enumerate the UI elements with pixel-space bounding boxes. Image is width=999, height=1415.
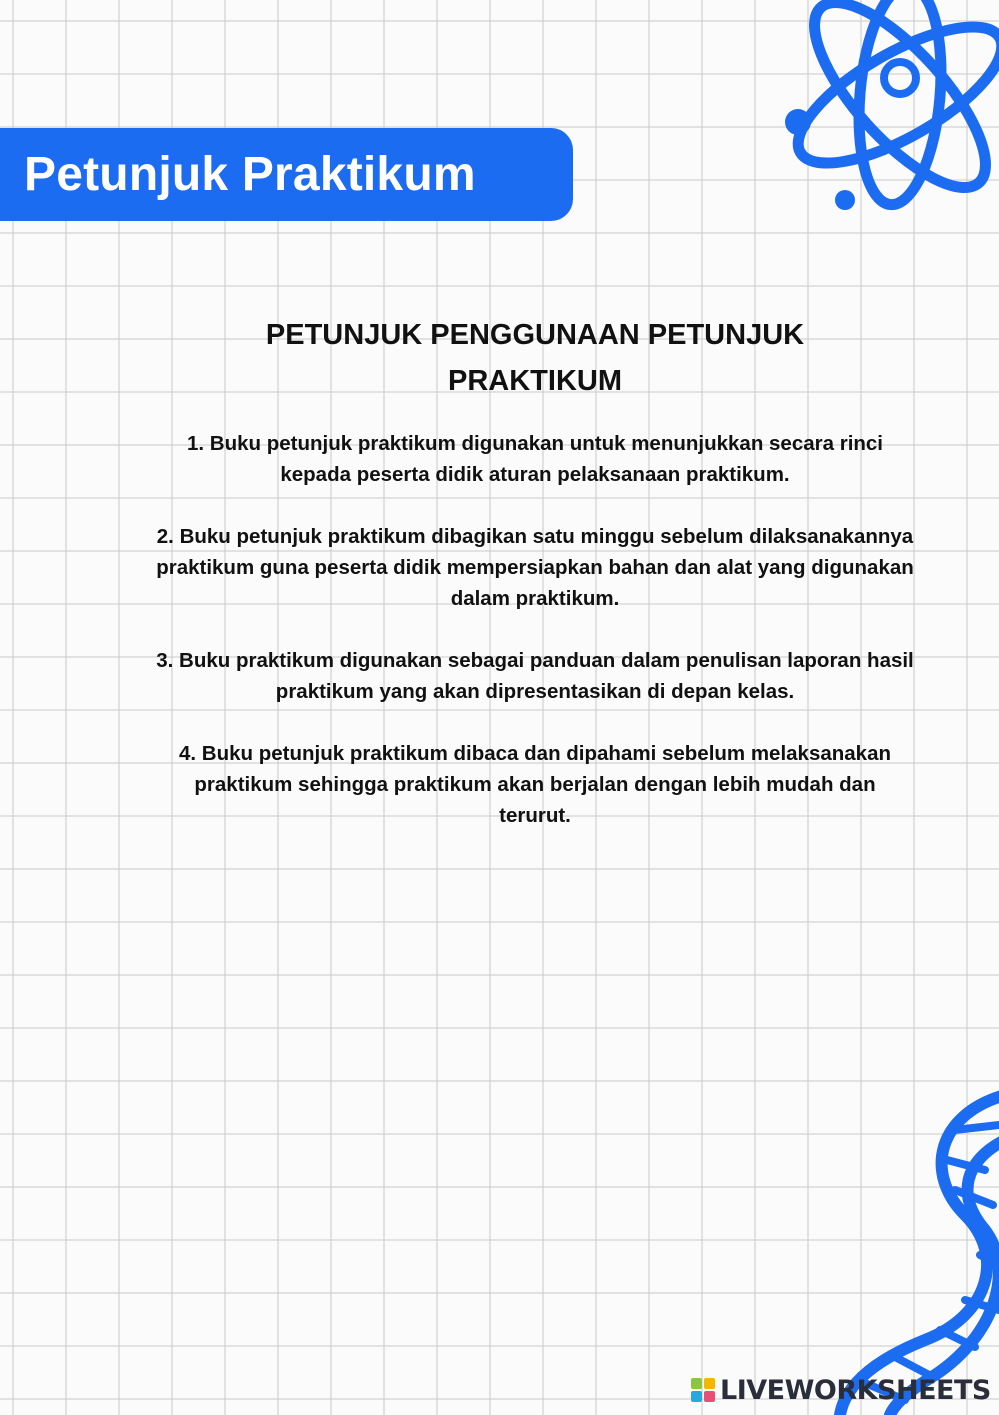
liveworksheets-logo-icon — [690, 1377, 716, 1403]
dna-icon — [815, 1085, 999, 1415]
instructions-section — [145, 312, 925, 862]
instruction-item-3: 3. Buku praktikum digunakan sebagai panduan dalam penulisan laporan hasil praktikum yang akan dipresentasikan di depan kelas. — [156, 649, 914, 703]
liveworksheets-watermark — [690, 1372, 991, 1408]
atom-icon — [770, 0, 999, 222]
heading-line-2: PRAKTIKUM — [448, 365, 622, 397]
instruction-item-2: 2. Buku petunjuk praktikum dibagikan satu minggu sebelum dilaksanakannya praktikum guna peserta didik mempersiapkan bahan dan alat yang digunakan dalam praktikum. — [156, 525, 914, 610]
instruction-item-1: 1. Buku petunjuk praktikum digunakan untuk menunjukkan secara rinci kepada peserta didik aturan pelaksanaan praktikum. — [186, 432, 884, 486]
page-title: Petunjuk Praktikum — [24, 148, 476, 201]
watermark-text: LIVEWORKSHEETS — [720, 1374, 991, 1406]
title-banner — [0, 128, 573, 221]
instruction-item-4: 4. Buku petunjuk praktikum dibaca dan dipahami sebelum melaksanakan praktikum sehingga praktikum akan berjalan dengan lebih mudah dan terurut. — [178, 742, 892, 827]
heading-line-1: PETUNJUK PENGGUNAAN PETUNJUK — [265, 319, 805, 351]
instructions-heading — [145, 312, 925, 404]
